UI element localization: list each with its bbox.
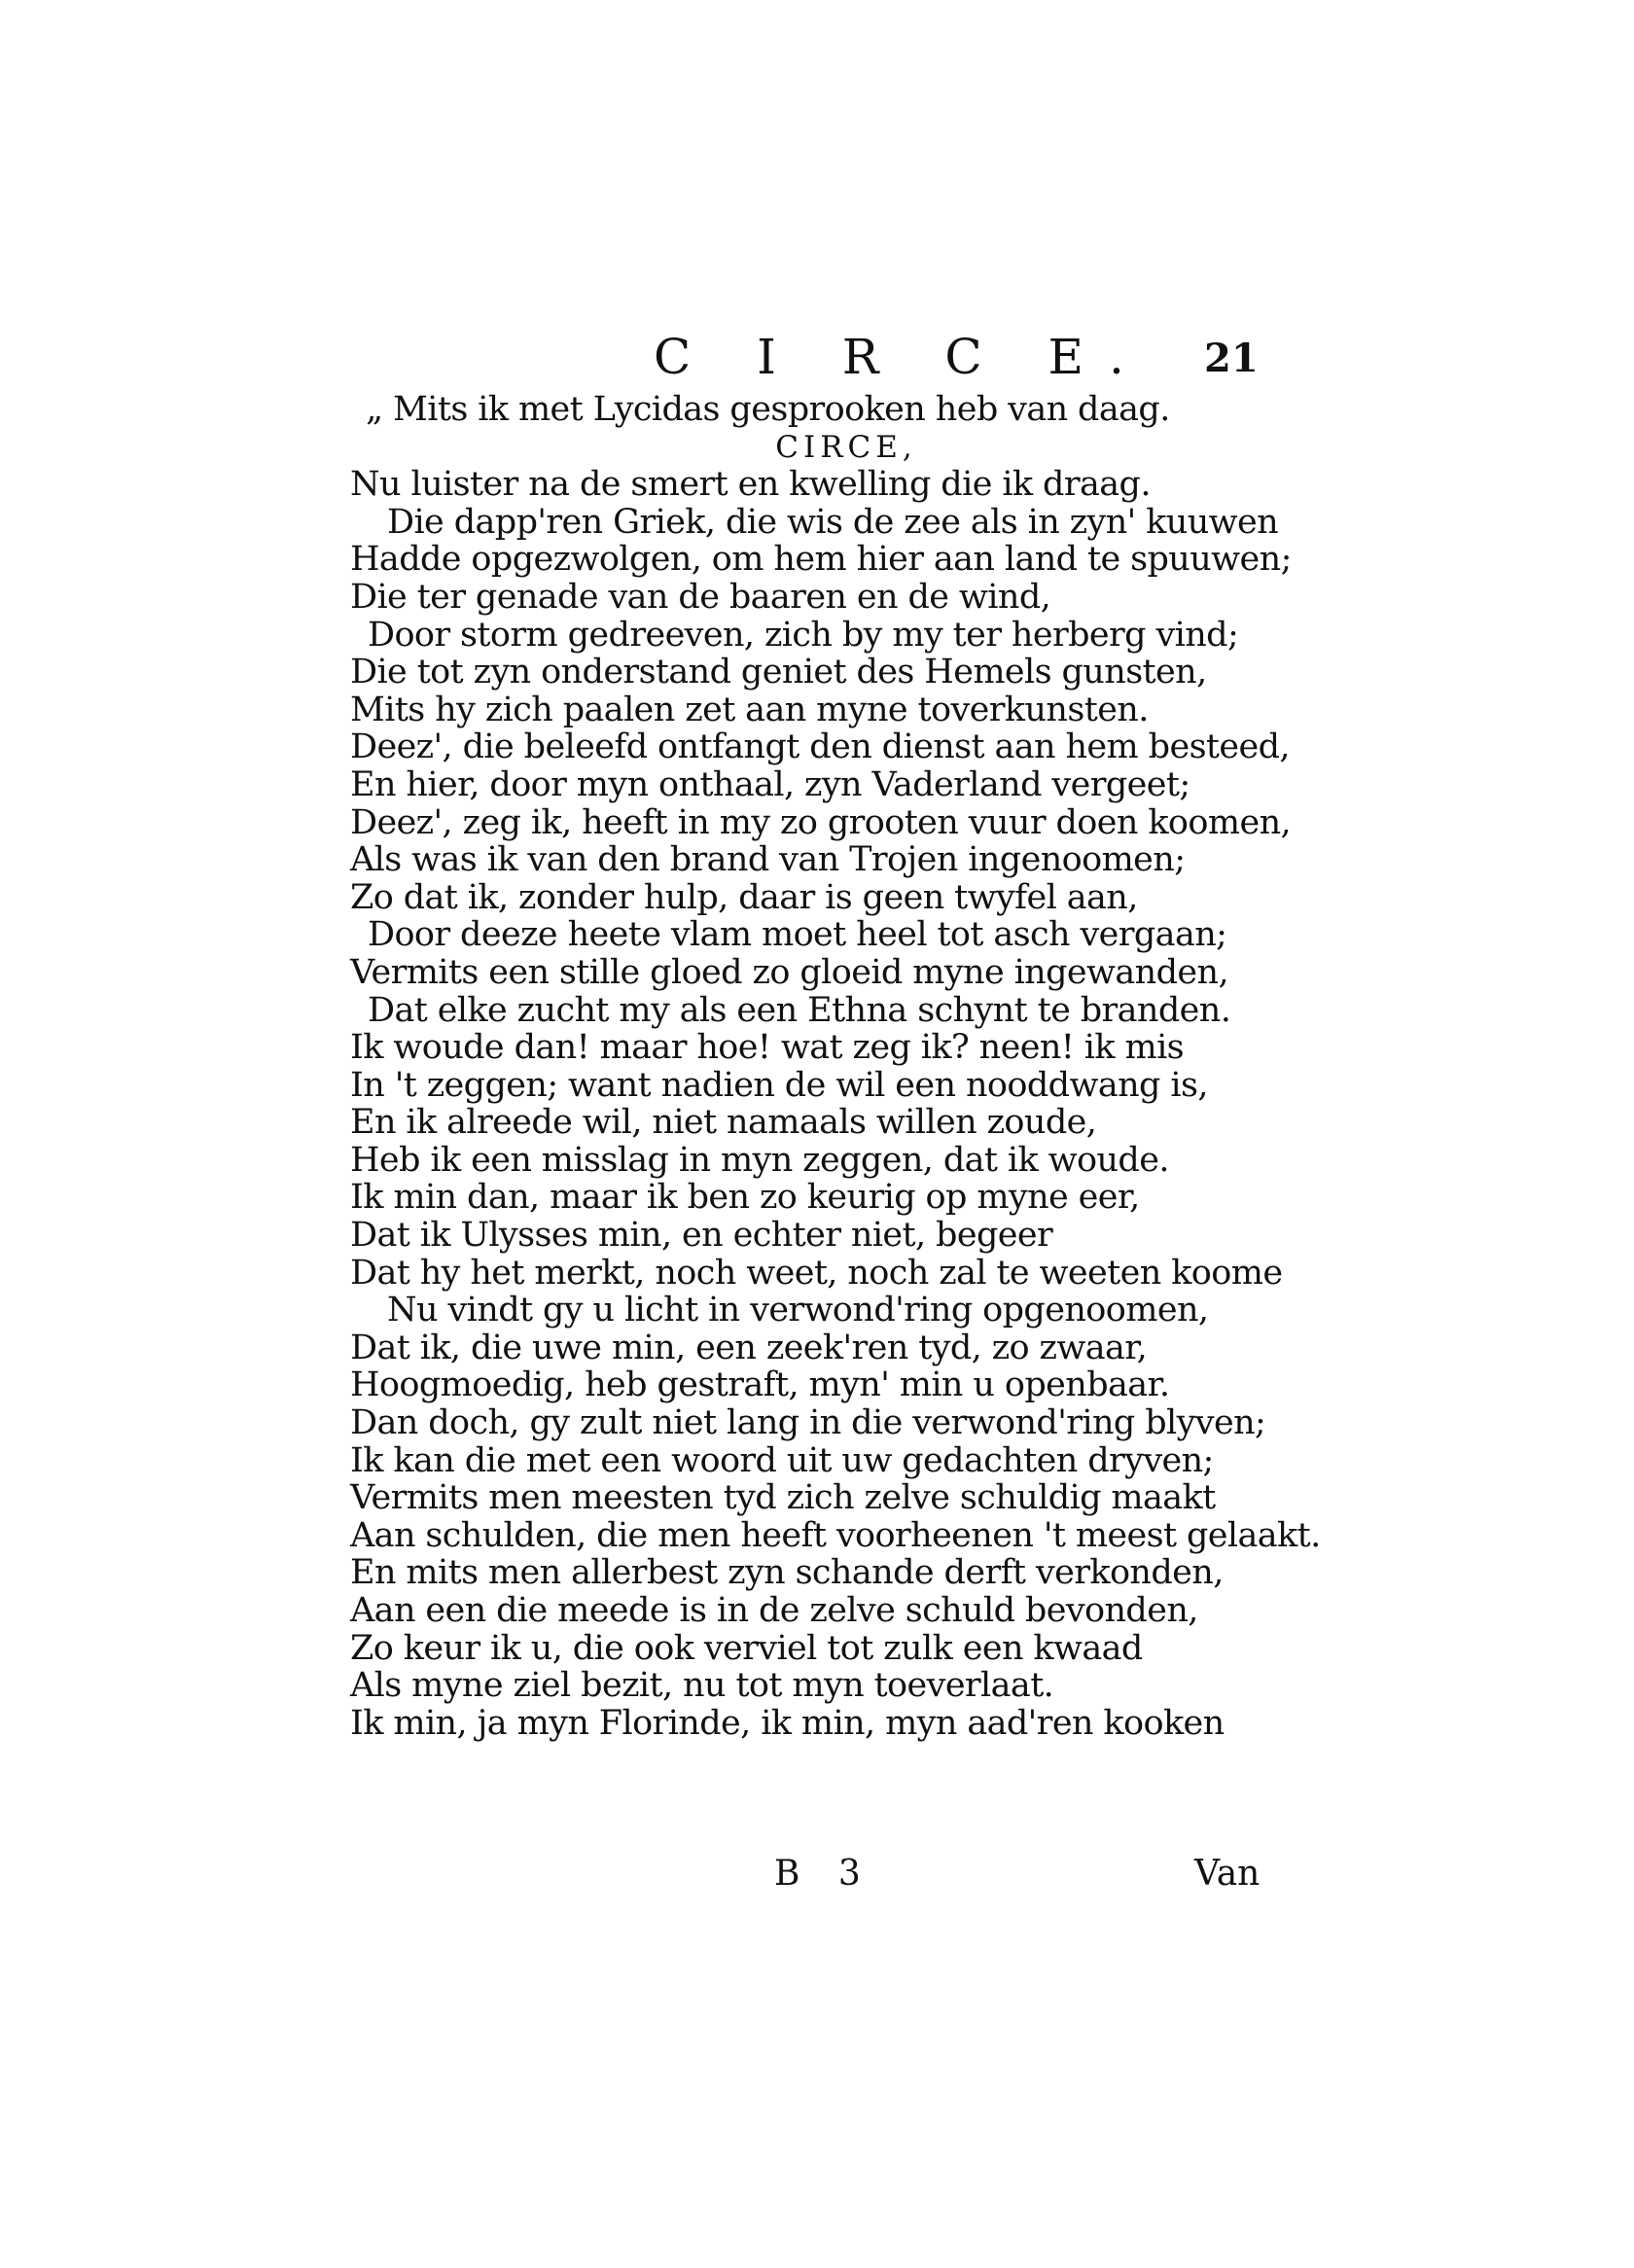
running-title: C I R C E. [654, 329, 1150, 385]
verse-line: Ik min dan, maar ik ben zo keurig op myne eer, [350, 1178, 1140, 1218]
verse-line: Hoogmoedig, heb gestraft, myn' min u openbaar. [350, 1365, 1170, 1405]
verse-line: Aan schulden, die men heeft voorheenen 't meest gelaakt. [350, 1515, 1321, 1555]
page-footer [0, 1850, 1634, 1898]
verse-line: Die ter genade van de baaren en de wind, [350, 577, 1051, 617]
running-head [0, 323, 1634, 391]
signature-mark: B 3 [774, 1854, 874, 1894]
page-number: 21 [1204, 336, 1259, 381]
verse-line: Door storm gedreeven, zich by my ter herberg vind; [368, 615, 1239, 655]
verse-line: Aan een die meede is in de zelve schuld bevonden, [350, 1591, 1198, 1630]
verse-line: Ik woude dan! maar hoe! wat zeg ik? neen! ik mis [350, 1028, 1185, 1068]
verse-line: Deez', zeg ik, heeft in my zo grooten vuur doen koomen, [350, 802, 1292, 842]
verse-line: Zo keur ik u, die ook verviel tot zulk een kwaad [350, 1628, 1143, 1668]
verse-text-block [350, 390, 1321, 1743]
verse-line: Deez', die beleefd ontfangt den dienst aan hem besteed, [350, 727, 1290, 767]
verse-line: Vermits men meesten tyd zich zelve schuldig maakt [350, 1478, 1216, 1518]
verse-line: En mits men allerbest zyn schande derft verkonden, [350, 1553, 1224, 1593]
verse-line: En ik alreede wil, niet namaals willen zoude, [350, 1103, 1097, 1143]
verse-line: Dan doch, gy zult niet lang in die verwond'ring blyven; [350, 1403, 1266, 1443]
verse-line: Dat elke zucht my als een Ethna schynt te branden. [368, 990, 1231, 1030]
verse-line: Ik min, ja myn Florinde, ik min, myn aad'ren kooken [350, 1703, 1225, 1743]
verse-line: Hadde opgezwolgen, om hem hier aan land te spuuwen; [350, 540, 1292, 580]
verse-line: Dat hy het merkt, noch weet, noch zal te weeten koome [350, 1253, 1283, 1293]
verse-line: Mits hy zich paalen zet aan myne toverkunsten. [350, 690, 1149, 729]
verse-line: Zo dat ik, zonder hulp, daar is geen twyfel aan, [350, 877, 1138, 917]
verse-line: Heb ik een misslag in myn zeggen, dat ik woude. [350, 1140, 1169, 1180]
speaker-heading: CIRCE, [775, 429, 917, 465]
verse-line: Door deeze heete vlam moet heel tot asch vergaan; [368, 915, 1227, 955]
verse-line: Nu vindt gy u licht in verwond'ring opgenoomen, [387, 1291, 1209, 1330]
verse-line: Nu luister na de smert en kwelling die ik draag. [350, 465, 1151, 505]
verse-line: Dat ik, die uwe min, een zeek'ren tyd, zo zwaar, [350, 1328, 1148, 1367]
verse-line: Als was ik van den brand van Trojen ingenoomen; [350, 840, 1186, 880]
verse-line: Die dapp'ren Griek, die wis de zee als in zyn' kuuwen [387, 502, 1279, 542]
verse-line: Dat ik Ulysses min, en echter niet, begeer [350, 1216, 1053, 1256]
verse-line: In 't zeggen; want nadien de wil een nooddwang is, [350, 1065, 1208, 1105]
verse-line: Vermits een stille gloed zo gloeid myne ingewanden, [350, 952, 1228, 992]
verse-line: Die tot zyn onderstand geniet des Hemels gunsten, [350, 653, 1207, 692]
verse-line: Ik kan die met een woord uit uw gedachten dryven; [350, 1440, 1214, 1480]
catchword: Van [1194, 1854, 1261, 1894]
verse-line: Als myne ziel bezit, nu tot myn toeverlaat. [350, 1666, 1054, 1706]
verse-line: En hier, door myn onthaal, zyn Vaderland vergeet; [350, 764, 1190, 804]
verse-line: „ Mits ik met Lycidas gesprooken heb van daag. [366, 390, 1170, 429]
